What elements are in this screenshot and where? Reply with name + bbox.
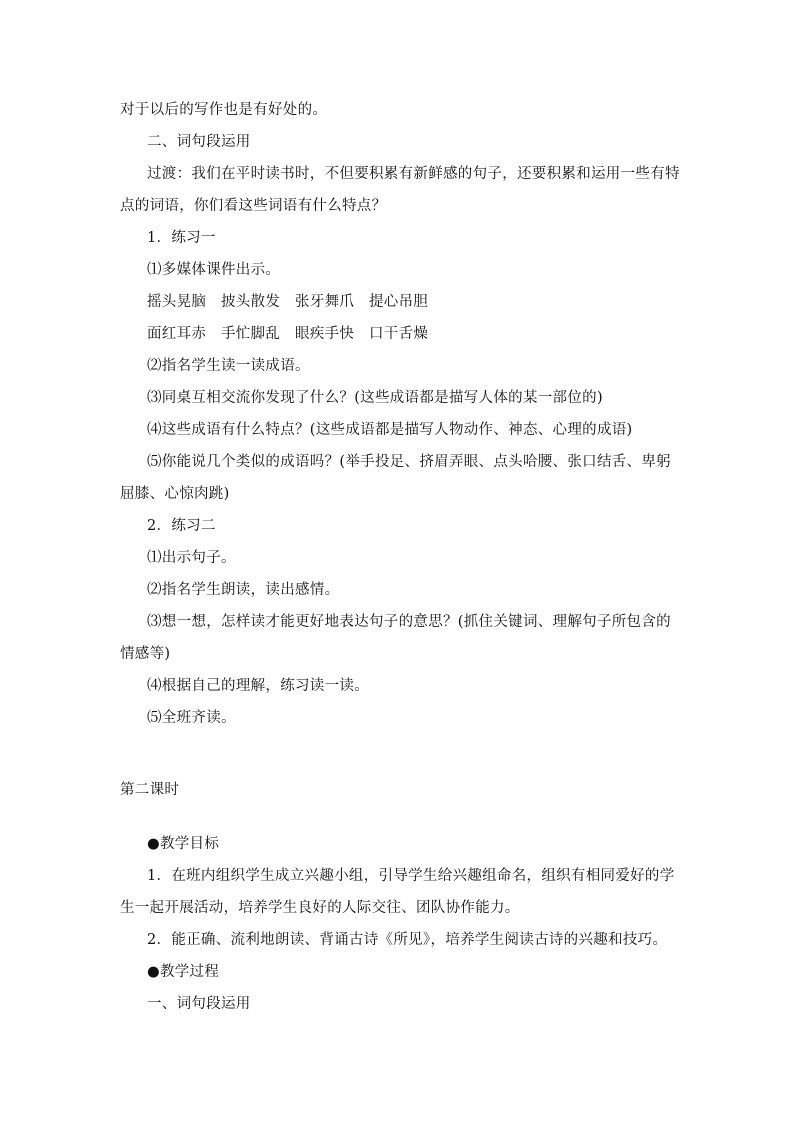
list-item: ⑷根据自己的理解，练习读一读。	[147, 678, 369, 694]
list-item: ⑵指名学生读一读成语。	[147, 358, 310, 374]
text-line: 生一起开展活动，培养学生良好的人际交往、团队协作能力。	[120, 900, 520, 916]
subsection-heading: 2．练习二	[147, 518, 216, 534]
list-item: ⑷这些成语有什么特点？(这些成语都是描写人物动作、神态、心理的成语)	[147, 422, 633, 438]
list-item: ⑴出示句子。	[147, 550, 236, 566]
list-item: ⑸全班齐读。	[147, 710, 236, 726]
section-heading: ●教学过程	[147, 964, 220, 980]
idiom-row: 面红耳赤 手忙脚乱 眼疾手快 口干舌燥	[147, 326, 429, 342]
list-item: ⑶同桌互相交流你发现了什么？(这些成语都是描写人体的某一部位的)	[147, 390, 603, 406]
text-line: 2．能正确、流利地朗读、背诵古诗《所见》，培养学生阅读古诗的兴趣和技巧。	[147, 932, 668, 948]
text-line: 对于以后的写作也是有好处的。	[120, 102, 328, 118]
list-item: ⑴多媒体课件出示。	[147, 262, 281, 278]
idiom-row: 摇头晃脑 披头散发 张牙舞爪 提心吊胆	[147, 294, 429, 310]
section-heading: ●教学目标	[147, 836, 220, 852]
section-heading: 一、词句段运用	[147, 996, 251, 1012]
text-line: 过渡：我们在平时读书时，不但要积累有新鲜感的句子，还要积累和运用一些有特	[147, 166, 680, 182]
list-item: ⑵指名学生朗读，读出感情。	[147, 582, 340, 598]
list-item: ⑶想一想，怎样读才能更好地表达句子的意思？(抓住关键词、理解句子所包含的	[147, 614, 671, 630]
lesson-heading: 第二课时	[120, 782, 180, 798]
subsection-heading: 1．练习一	[147, 230, 216, 246]
list-item: ⑸你能说几个类似的成语吗？(举手投足、挤眉弄眼、点头哈腰、张口结舌、卑躬	[147, 454, 671, 470]
text-line: 1．在班内组织学生成立兴趣小组，引导学生给兴趣组命名，组织有相同爱好的学	[147, 868, 675, 884]
text-line: 屈膝、心惊肉跳)	[120, 486, 230, 502]
text-line: 点的词语，你们看这些词语有什么特点？	[120, 198, 387, 214]
section-heading: 二、词句段运用	[147, 134, 251, 150]
text-line: 情感等)	[120, 646, 171, 662]
